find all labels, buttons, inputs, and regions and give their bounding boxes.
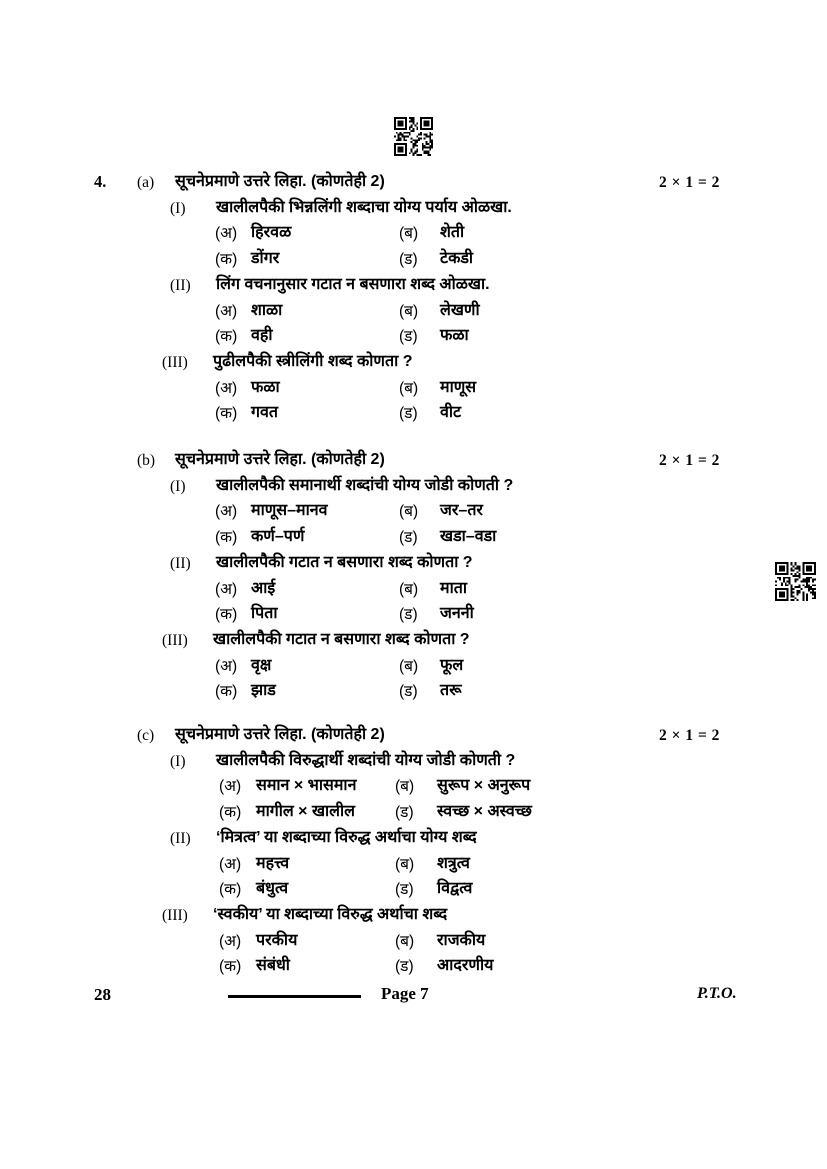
option-marker: (ड) xyxy=(399,405,418,423)
part-label-b: (b) xyxy=(137,452,156,469)
option-text: वृक्ष xyxy=(251,656,272,674)
option-text: शाळा xyxy=(251,301,283,319)
option-text: आई xyxy=(251,579,276,597)
option-marker: (ड) xyxy=(399,683,418,701)
option-text: आदरणीय xyxy=(437,957,494,975)
option-text: बंधुत्व xyxy=(256,880,289,898)
option-text: मागील × खालील xyxy=(256,803,356,821)
qr-code-side xyxy=(775,562,816,601)
item-roman: (II) xyxy=(170,554,191,572)
option-marker: (ब) xyxy=(395,778,415,796)
footer-pto-label: P.T.O. xyxy=(697,985,737,1002)
option-text: महत्त्व xyxy=(256,854,290,872)
option-text: स्वच्छ × अस्वच्छ xyxy=(437,803,532,821)
part-marks: 2 × 1 = 2 xyxy=(659,174,720,191)
option-text: शेती xyxy=(440,224,465,242)
option-marker: (क) xyxy=(215,529,238,547)
option-marker: (ड) xyxy=(399,529,418,547)
item-roman: (I) xyxy=(170,752,186,770)
option-marker: (ड) xyxy=(395,958,414,976)
option-text: पिता xyxy=(251,605,278,623)
option-text: सुरूप × अनुरूप xyxy=(437,777,531,795)
question-number: 4. xyxy=(94,172,107,191)
item-roman: (III) xyxy=(162,631,188,649)
part-label-c: (c) xyxy=(137,727,155,744)
option-text: हिरवळ xyxy=(251,224,292,242)
option-text: वीट xyxy=(440,404,462,422)
option-text: माणूस xyxy=(440,378,477,396)
option-text: लेखणी xyxy=(440,301,480,319)
option-text: कर्ण–पर्ण xyxy=(251,528,305,546)
option-text: समान × भासमान xyxy=(256,777,357,795)
option-marker: (क) xyxy=(215,251,238,269)
option-text: माणूस–मानव xyxy=(251,502,328,520)
item-roman: (II) xyxy=(170,276,191,294)
part-marks: 2 × 1 = 2 xyxy=(659,727,720,744)
option-text: डोंगर xyxy=(251,250,280,268)
option-text: टेकडी xyxy=(440,250,474,268)
option-text: तरू xyxy=(440,682,462,700)
item-question: खालीलपैकी विरुद्धार्थी शब्दांची योग्य जोडी कोणती ? xyxy=(216,751,516,769)
option-text: फूल xyxy=(440,656,464,674)
option-marker: (ब) xyxy=(399,503,419,521)
option-marker: (ड) xyxy=(395,881,414,899)
option-marker: (क) xyxy=(215,405,238,423)
option-marker: (अ) xyxy=(215,503,238,521)
option-marker: (क) xyxy=(219,881,242,899)
item-roman: (III) xyxy=(162,906,188,924)
option-marker: (अ) xyxy=(215,379,238,397)
option-text: संबंधी xyxy=(256,957,290,975)
option-marker: (अ) xyxy=(219,855,242,873)
item-roman: (II) xyxy=(170,829,191,847)
option-text: गवत xyxy=(251,404,279,422)
option-marker: (अ) xyxy=(215,225,238,243)
option-marker: (अ) xyxy=(219,932,242,950)
item-question: ‘मित्रत्व’ या शब्दाच्या विरुद्ध अर्थाचा योग्य शब्द xyxy=(216,828,477,846)
item-question: लिंग वचनानुसार गटात न बसणारा शब्द ओळखा. xyxy=(216,275,490,293)
option-text: फळा xyxy=(440,327,469,345)
option-marker: (अ) xyxy=(215,302,238,320)
part-label-a: (a) xyxy=(137,174,155,191)
option-text: वही xyxy=(251,327,273,345)
option-marker: (क) xyxy=(215,606,238,624)
option-text: खडा–वडा xyxy=(440,528,497,546)
part-marks: 2 × 1 = 2 xyxy=(659,452,720,469)
item-roman: (I) xyxy=(170,199,186,217)
option-text: फळा xyxy=(251,378,280,396)
footer-code: 28 xyxy=(94,985,111,1004)
item-question: ‘स्वकीय’ या शब्दाच्या विरुद्ध अर्थाचा शब्द xyxy=(213,905,448,923)
item-roman: (III) xyxy=(162,353,188,371)
option-marker: (क) xyxy=(215,328,238,346)
option-text: विद्वत्व xyxy=(437,880,473,898)
footer-page-label: Page 7 xyxy=(381,984,429,1003)
option-marker: (क) xyxy=(219,804,242,822)
item-question: खालीलपैकी समानार्थी शब्दांची योग्य जोडी कोणती ? xyxy=(216,476,514,494)
option-marker: (अ) xyxy=(219,778,242,796)
option-marker: (ड) xyxy=(395,804,414,822)
part-stem: सूचनेप्रमाणे उत्तरे लिहा. (कोणतेही 2) xyxy=(175,726,385,743)
item-question: खालीलपैकी गटात न बसणारा शब्द कोणता ? xyxy=(216,553,473,571)
option-marker: (क) xyxy=(215,683,238,701)
option-marker: (ब) xyxy=(399,580,419,598)
option-text: शत्रुत्व xyxy=(437,854,470,872)
option-text: झाड xyxy=(251,682,276,700)
option-marker: (ब) xyxy=(399,225,419,243)
option-marker: (ड) xyxy=(399,328,418,346)
option-marker: (ब) xyxy=(395,855,415,873)
option-text: जननी xyxy=(440,605,474,623)
option-marker: (अ) xyxy=(215,657,238,675)
option-marker: (अ) xyxy=(215,580,238,598)
footer-divider xyxy=(228,995,361,998)
option-text: माता xyxy=(440,579,467,597)
item-question: खालीलपैकी गटात न बसणारा शब्द कोणता ? xyxy=(213,630,470,648)
option-marker: (ड) xyxy=(399,251,418,269)
option-text: राजकीय xyxy=(437,931,486,949)
option-marker: (ड) xyxy=(399,606,418,624)
option-marker: (ब) xyxy=(399,379,419,397)
qr-code-top xyxy=(394,117,433,156)
item-question: पुढीलपैकी स्त्रीलिंगी शब्द कोणता ? xyxy=(213,352,413,370)
option-marker: (ब) xyxy=(399,657,419,675)
option-marker: (ब) xyxy=(395,932,415,950)
option-text: परकीय xyxy=(256,931,298,949)
option-marker: (क) xyxy=(219,958,242,976)
part-stem: सूचनेप्रमाणे उत्तरे लिहा. (कोणतेही 2) xyxy=(175,173,385,190)
item-question: खालीलपैकी भिन्नलिंगी शब्दाचा योग्य पर्याय ओळखा. xyxy=(216,198,512,216)
part-stem: सूचनेप्रमाणे उत्तरे लिहा. (कोणतेही 2) xyxy=(175,451,385,468)
item-roman: (I) xyxy=(170,477,186,495)
option-text: जर–तर xyxy=(440,502,483,520)
option-marker: (ब) xyxy=(399,302,419,320)
